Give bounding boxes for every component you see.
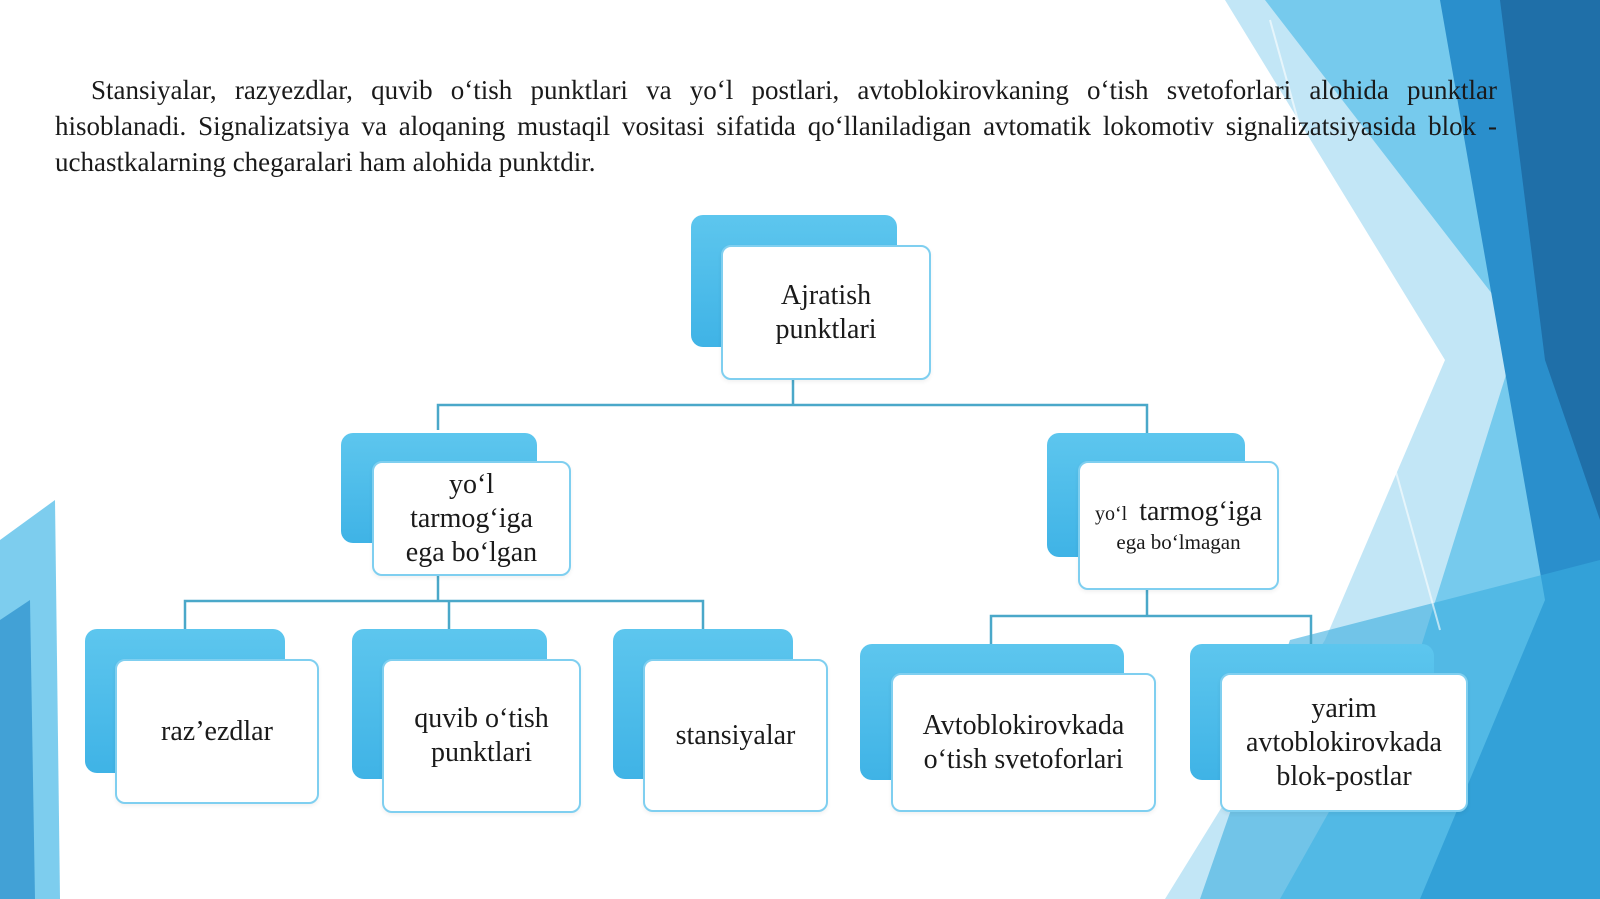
right-branch-line1b: tarmog‘iga [1139, 495, 1263, 527]
yarim-line2: avtoblokirovkada [1246, 726, 1442, 758]
node-stansiyalar [613, 629, 828, 812]
yarim-line1: yarim [1311, 692, 1377, 724]
connector-level1 [438, 405, 1147, 435]
intro-paragraph: Stansiyalar, razyezdlar, quvib o‘tish punktlari va yo‘l postlari, avtoblokirovkaning o‘tish svetoforlari alohida punktlar hisoblanadi. Signalizatsiya va aloqaning mustaqil vositasi sifatida qo‘llaniladigan avtomatik lokomotiv signalizatsiyasida blok - uchastkalarning chegaralari ham alohida punktdir. [55, 75, 1497, 177]
right-branch-line2: ega bo‘lmagan [1116, 529, 1241, 554]
left-branch-line1: yo‘l [448, 468, 495, 500]
node-yarim-avtoblokirovkada [1190, 644, 1468, 812]
right-branch-line1a: yo‘l [1094, 502, 1128, 525]
connector-right-children [991, 616, 1311, 645]
stansiyalar-label: stansiyalar [675, 719, 796, 751]
yarim-line3: blok-postlar [1276, 760, 1412, 792]
node-left-branch [341, 433, 571, 576]
left-branch-line2: tarmog‘iga [410, 502, 533, 534]
connector-left-children [185, 601, 703, 630]
node-quvib-otish [352, 629, 581, 813]
quvib-otish-line2: punktlari [430, 737, 533, 768]
razezdlar-label: raz’ezdlar [161, 715, 273, 747]
root-label-line2: punktlari [775, 313, 877, 345]
root-label-line1: Ajratish [780, 279, 872, 311]
node-right-branch [1047, 433, 1279, 590]
quvib-otish-line1: quvib o‘tish [414, 703, 549, 734]
node-root [691, 215, 931, 380]
left-branch-line3: ega bo‘lgan [405, 536, 538, 568]
node-razezdlar [85, 629, 319, 804]
avtoblokirovkada-line2: o‘tish svetoforlari [923, 743, 1124, 775]
node-avtoblokirovkada [860, 644, 1156, 812]
avtoblokirovkada-line1: Avtoblokirovkada [922, 709, 1125, 741]
